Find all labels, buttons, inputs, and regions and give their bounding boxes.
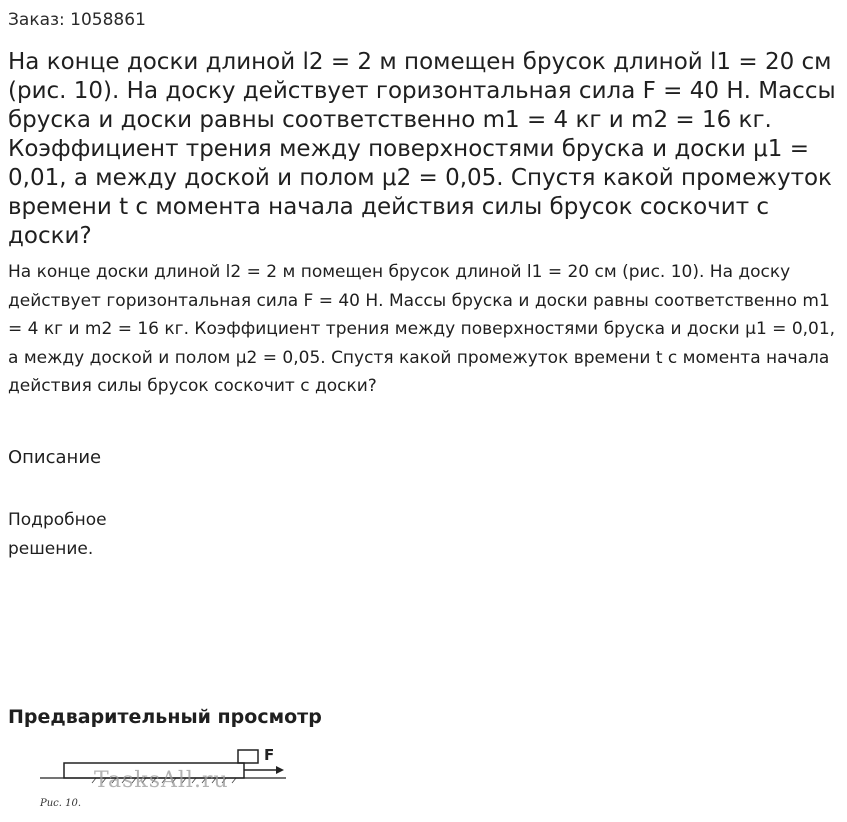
- problem-text: На конце доски длиной l2 = 2 м помещен брусок длиной l1 = 20 см (рис. 10). На доску действует горизонтальная сила F = 40 Н. Массы бруска и доски равны соответственно m1 = 4 кг и m2 = 16 кг. Коэффициент трения между поверхностями бруска и доски μ1 = 0,01, а между доской и полом μ2 = 0,05. Спустя какой промежуток времени t с момента начала действия силы брусок соскочит с доски?: [8, 262, 836, 396]
- problem-heading: На конце доски длиной l2 = 2 м помещен брусок длиной l1 = 20 см (рис. 10). На доску действует горизонтальная сила F = 40 Н. Массы бруска и доски равны соответственно m1 = 4 кг и m2 = 16 кг. Коэффициент трения между поверхностями бруска и доски μ1 = 0,01, а между доской и полом μ2 = 0,05. Спустя какой промежуток времени t с момента начала действия силы брусок соскочит с доски?: [8, 49, 836, 249]
- preview-heading: Предварительный просмотр: [8, 706, 322, 728]
- force-label: F: [264, 746, 275, 764]
- figure-caption: Рис. 10.: [40, 798, 82, 809]
- preview-figure: [36, 742, 296, 814]
- solution-note: Подробное решение.: [8, 510, 107, 559]
- force-arrow-head: [276, 766, 284, 774]
- figure-drawing: [36, 742, 296, 814]
- watermark: TasksAll.ru: [94, 768, 229, 793]
- description-label: Описание: [8, 447, 102, 468]
- block: [238, 750, 258, 763]
- order-number: Заказ: 1058861: [8, 10, 146, 30]
